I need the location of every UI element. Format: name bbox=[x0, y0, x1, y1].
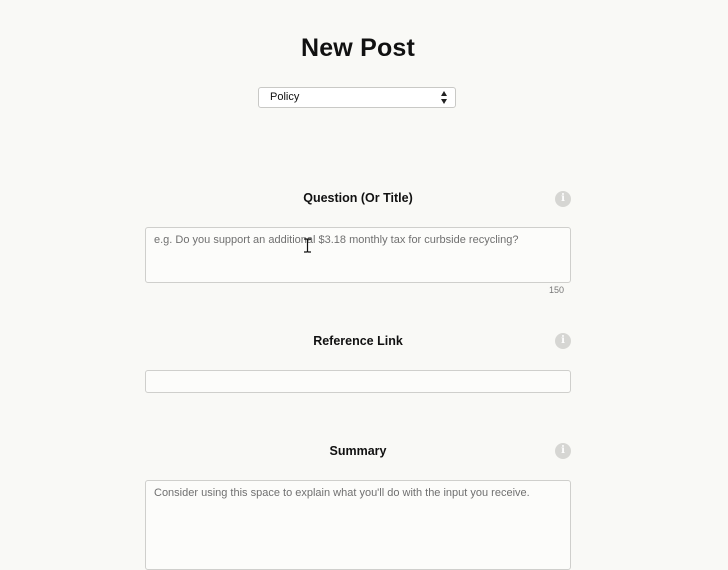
summary-info-icon[interactable]: i bbox=[555, 443, 571, 459]
summary-placeholder: Consider using this space to explain what you'll do with the input you receive. bbox=[154, 487, 530, 499]
question-textarea[interactable] bbox=[145, 227, 571, 283]
question-char-count: 150 bbox=[548, 285, 564, 295]
select-arrows-icon bbox=[441, 91, 447, 104]
summary-label: Summary bbox=[329, 444, 387, 458]
question-label: Question (Or Title) bbox=[303, 191, 413, 205]
question-info-icon[interactable]: i bbox=[555, 191, 571, 207]
reference-link-input[interactable] bbox=[145, 370, 571, 393]
summary-textarea[interactable] bbox=[145, 480, 571, 570]
question-placeholder: e.g. Do you support an additional $3.18 monthly tax for curbside recycling? bbox=[154, 234, 519, 246]
category-select[interactable] bbox=[258, 87, 456, 108]
page-title: New Post bbox=[300, 34, 416, 62]
reference-label: Reference Link bbox=[313, 334, 403, 348]
reference-info-icon[interactable]: i bbox=[555, 333, 571, 349]
text-cursor-icon bbox=[303, 238, 312, 253]
category-select-value: Policy bbox=[270, 91, 300, 103]
